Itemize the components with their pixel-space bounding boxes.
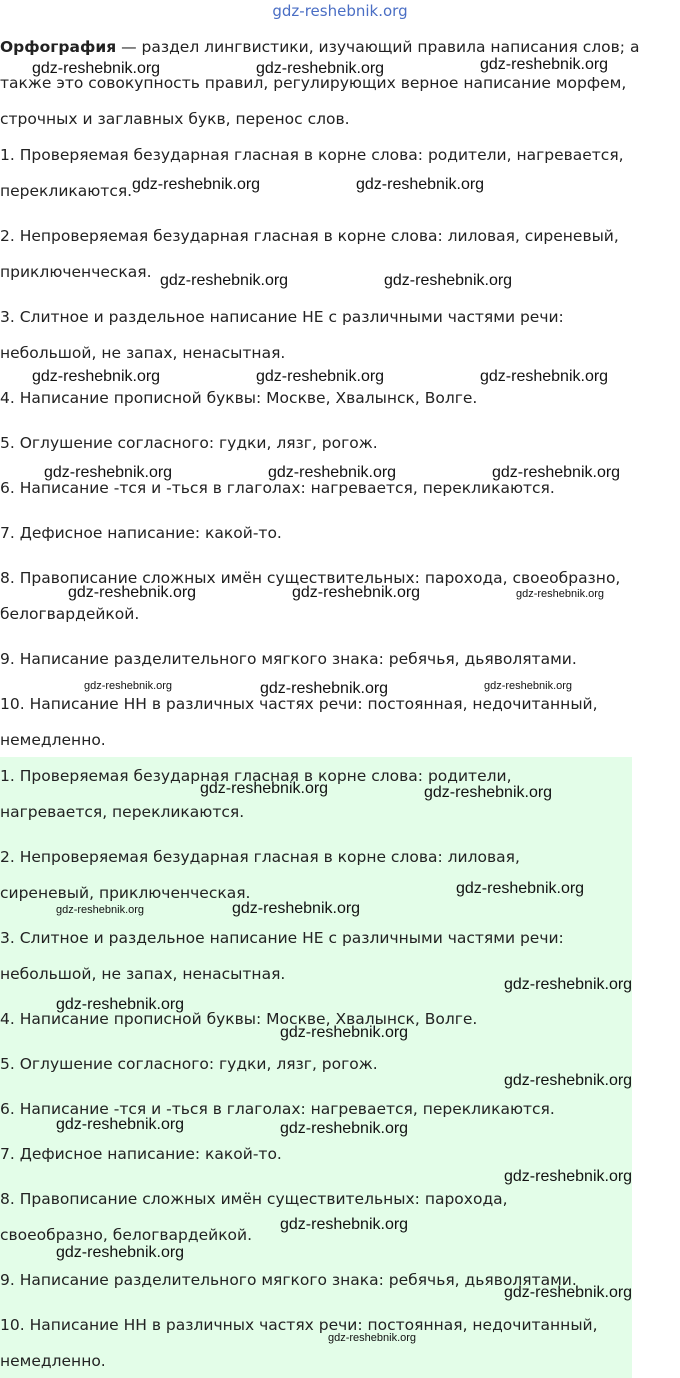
- list2-item-7: 7. Дефисное написание: какой-то.: [0, 1145, 282, 1163]
- watermark: gdz-reshebnik.org: [44, 464, 173, 481]
- list2-item-6: 6. Написание -тся и -ться в глаголах: нагревается, перекликаются.: [0, 1100, 555, 1118]
- list1-item-2-line-2: приключенческая.: [0, 263, 152, 281]
- watermark: gdz-reshebnik.org: [492, 464, 621, 481]
- intro-line-1-text: — раздел лингвистики, изучающий правила написания слов; а: [116, 38, 640, 56]
- watermark: gdz-reshebnik.org: [456, 880, 585, 897]
- watermark: gdz-reshebnik.org: [480, 368, 609, 385]
- watermark: gdz-reshebnik.org: [356, 176, 485, 193]
- watermark: gdz-reshebnik.org: [516, 588, 605, 600]
- watermark: gdz-reshebnik.org: [56, 904, 145, 916]
- list2-item-2-line-1: 2. Непроверяемая безударная гласная в корне слова: лиловая,: [0, 848, 520, 866]
- intro-term: Орфография: [0, 38, 117, 56]
- list2-item-1-line-2: нагревается, перекликаются.: [0, 803, 245, 821]
- watermark: gdz-reshebnik.org: [384, 272, 513, 289]
- list2-item-3-line-1: 3. Слитное и раздельное написание НЕ с различными частями речи:: [0, 929, 564, 947]
- list1-item-3-line-2: небольшой, не запах, ненасытная.: [0, 344, 286, 362]
- watermark: gdz-reshebnik.org: [280, 1216, 409, 1233]
- header-watermark: gdz-reshebnik.org: [272, 2, 408, 20]
- list2-item-10-line-2: немедленно.: [0, 1352, 106, 1370]
- watermark: gdz-reshebnik.org: [56, 1244, 185, 1261]
- watermark: gdz-reshebnik.org: [260, 680, 389, 697]
- list1-item-5: 5. Оглушение согласного: гудки, лязг, рогож.: [0, 434, 378, 452]
- watermark: gdz-reshebnik.org: [484, 680, 573, 692]
- watermark: gdz-reshebnik.org: [68, 584, 197, 601]
- list1-item-9: 9. Написание разделительного мягкого знака: ребячья, дьяволятами.: [0, 650, 577, 668]
- watermark: gdz-reshebnik.org: [56, 1116, 185, 1133]
- watermark: gdz-reshebnik.org: [32, 368, 161, 385]
- list1-item-7: 7. Дефисное написание: какой-то.: [0, 524, 282, 542]
- watermark: gdz-reshebnik.org: [132, 176, 261, 193]
- watermark: gdz-reshebnik.org: [280, 1120, 409, 1137]
- list1-item-10-line-2: немедленно.: [0, 731, 106, 749]
- list1-item-1-line-2: перекликаются.: [0, 182, 133, 200]
- intro-line-2: также это совокупность правил, регулирующих верное написание морфем,: [0, 74, 627, 92]
- watermark: gdz-reshebnik.org: [160, 272, 289, 289]
- list1-item-8-line-2: белогвардейкой.: [0, 605, 140, 623]
- list1-item-8-line-1: 8. Правописание сложных имён существительных: парохода, своеобразно,: [0, 569, 621, 587]
- list2-item-8-line-1: 8. Правописание сложных имён существительных: парохода,: [0, 1190, 508, 1208]
- watermark: gdz-reshebnik.org: [32, 60, 161, 77]
- list2-item-10-line-1: 10. Написание НН в различных частях речи: постоянная, недочитанный,: [0, 1316, 598, 1334]
- list1-item-4: 4. Написание прописной буквы: Москве, Хвалынск, Волге.: [0, 389, 478, 407]
- list1-item-10-line-1: 10. Написание НН в различных частях речи: постоянная, недочитанный,: [0, 695, 598, 713]
- list2-item-3-line-2: небольшой, не запах, ненасытная.: [0, 965, 286, 983]
- watermark: gdz-reshebnik.org: [504, 1284, 633, 1301]
- watermark: gdz-reshebnik.org: [268, 464, 397, 481]
- intro-line-1: [0, 37, 639, 57]
- list1-item-1-line-1: 1. Проверяемая безударная гласная в корне слова: родители, нагревается,: [0, 146, 624, 164]
- list1-item-6: 6. Написание -тся и -ться в глаголах: нагревается, перекликаются.: [0, 479, 555, 497]
- watermark: gdz-reshebnik.org: [480, 56, 609, 73]
- list2-item-1-line-1: 1. Проверяемая безударная гласная в корне слова: родители,: [0, 767, 512, 785]
- watermark: gdz-reshebnik.org: [84, 680, 173, 692]
- watermark: gdz-reshebnik.org: [504, 1168, 633, 1185]
- list2-item-8-line-2: своеобразно, белогвардейкой.: [0, 1226, 253, 1244]
- list2-item-5: 5. Оглушение согласного: гудки, лязг, рогож.: [0, 1055, 378, 1073]
- list2-item-2-line-2: сиреневый, приключенческая.: [0, 884, 251, 902]
- list1-item-2-line-1: 2. Непроверяемая безударная гласная в корне слова: лиловая, сиреневый,: [0, 227, 619, 245]
- watermark: gdz-reshebnik.org: [56, 996, 185, 1013]
- watermark: gdz-reshebnik.org: [424, 784, 553, 801]
- intro-line-3: строчных и заглавных букв, перенос слов.: [0, 110, 350, 128]
- watermark: gdz-reshebnik.org: [292, 584, 421, 601]
- watermark: gdz-reshebnik.org: [328, 1332, 417, 1344]
- watermark: gdz-reshebnik.org: [504, 976, 633, 993]
- list2-item-4: 4. Написание прописной буквы: Москве, Хвалынск, Волге.: [0, 1010, 478, 1028]
- watermark: gdz-reshebnik.org: [200, 780, 329, 797]
- watermark: gdz-reshebnik.org: [280, 1024, 409, 1041]
- list2-item-9: 9. Написание разделительного мягкого знака: ребячья, дьяволятами.: [0, 1271, 577, 1289]
- watermark: gdz-reshebnik.org: [256, 368, 385, 385]
- watermark: gdz-reshebnik.org: [256, 60, 385, 77]
- watermark: gdz-reshebnik.org: [232, 900, 361, 917]
- watermark: gdz-reshebnik.org: [504, 1072, 633, 1089]
- list1-item-3-line-1: 3. Слитное и раздельное написание НЕ с различными частями речи:: [0, 308, 564, 326]
